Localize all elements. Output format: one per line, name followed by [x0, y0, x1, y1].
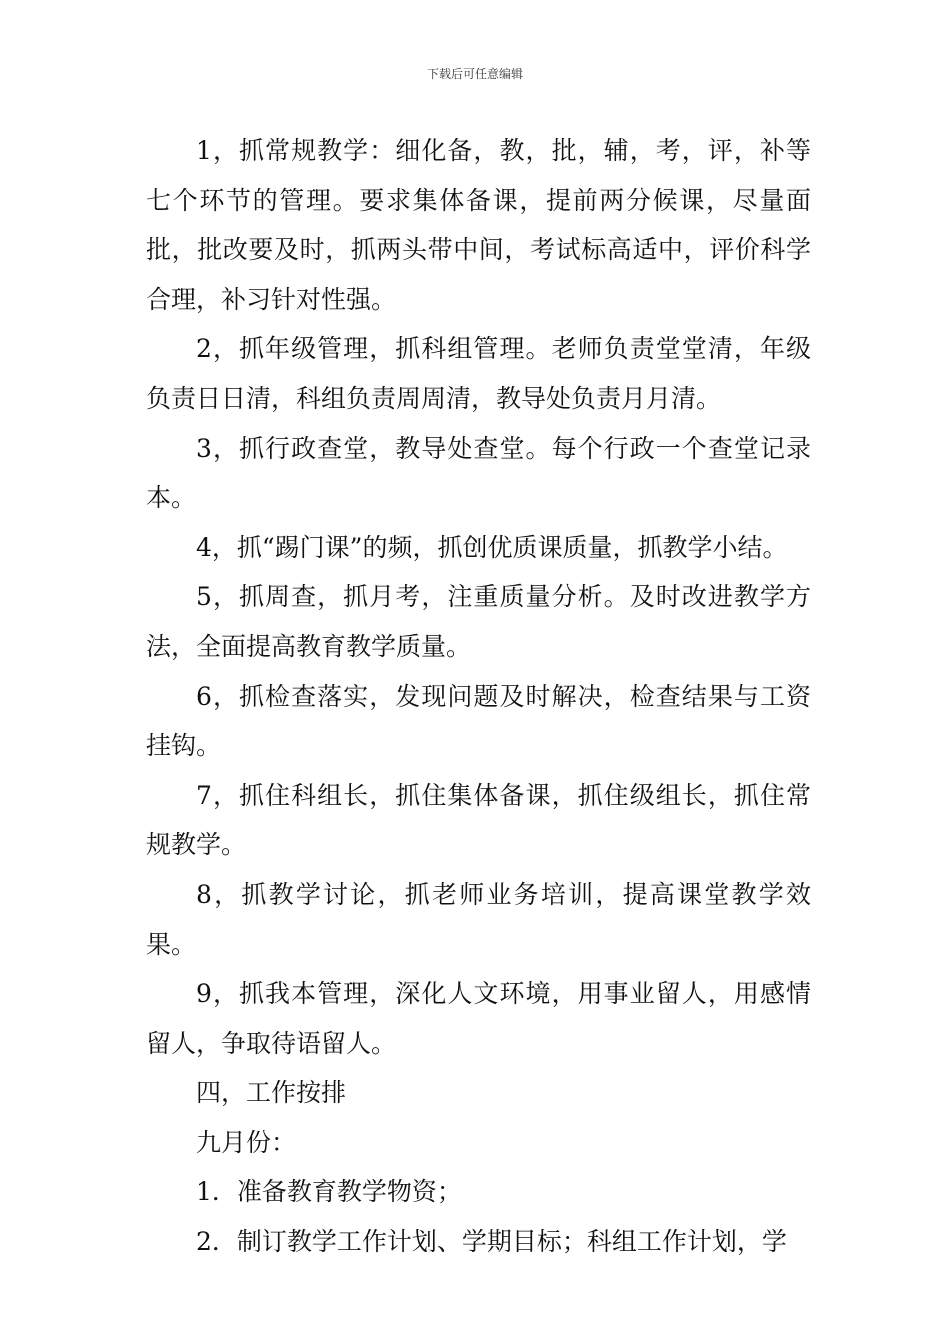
paragraph-9: 9，抓我本管理，深化人文环境，用事业留人，用感情留人，争取待语留人。	[146, 979, 811, 1058]
paragraph-3: 3，抓行政查堂，教导处查堂。每个行政一个查堂记录本。	[146, 433, 811, 513]
task-item-1: 1．准备教育教学物资；	[196, 1177, 462, 1207]
section-heading: 四，工作按排	[196, 1078, 347, 1108]
month-heading: 九月份：	[196, 1127, 297, 1157]
document-body	[146, 126, 811, 1267]
paragraph-1: 1，抓常规教学：细化备，教，批，辅，考，评，补等七个环节的管理。要求集体备课，提前两分候课，尽量面批，批改要及时，抓两头带中间，考试标高适中，评价科学合理，补习针对性强。	[146, 136, 811, 314]
paragraph-4: 4，抓“踢门课”的频，抓创优质课质量，抓教学小结。	[196, 532, 788, 562]
paragraph-6: 6，抓检查落实，发现问题及时解决，检查结果与工资挂钩。	[146, 681, 811, 761]
paragraph-7: 7，抓住科组长，抓住集体备课，抓住级组长，抓住常规教学。	[146, 780, 811, 860]
paragraph-8: 8，抓教学讨论，抓老师业务培训，提高课堂教学效果。	[146, 879, 811, 959]
paragraph-2: 2，抓年级管理，抓科组管理。老师负责堂堂清，年级负责日日清，科组负责周周清，教导处负责月月清。	[146, 334, 811, 413]
task-item-2: 2．制订教学工作计划、学期目标；科组工作计划，学	[196, 1227, 787, 1257]
page-header: 下载后可任意编辑	[426, 67, 523, 81]
paragraph-5: 5，抓周查，抓月考，注重质量分析。及时改进教学方法，全面提高教育教学质量。	[146, 582, 811, 661]
